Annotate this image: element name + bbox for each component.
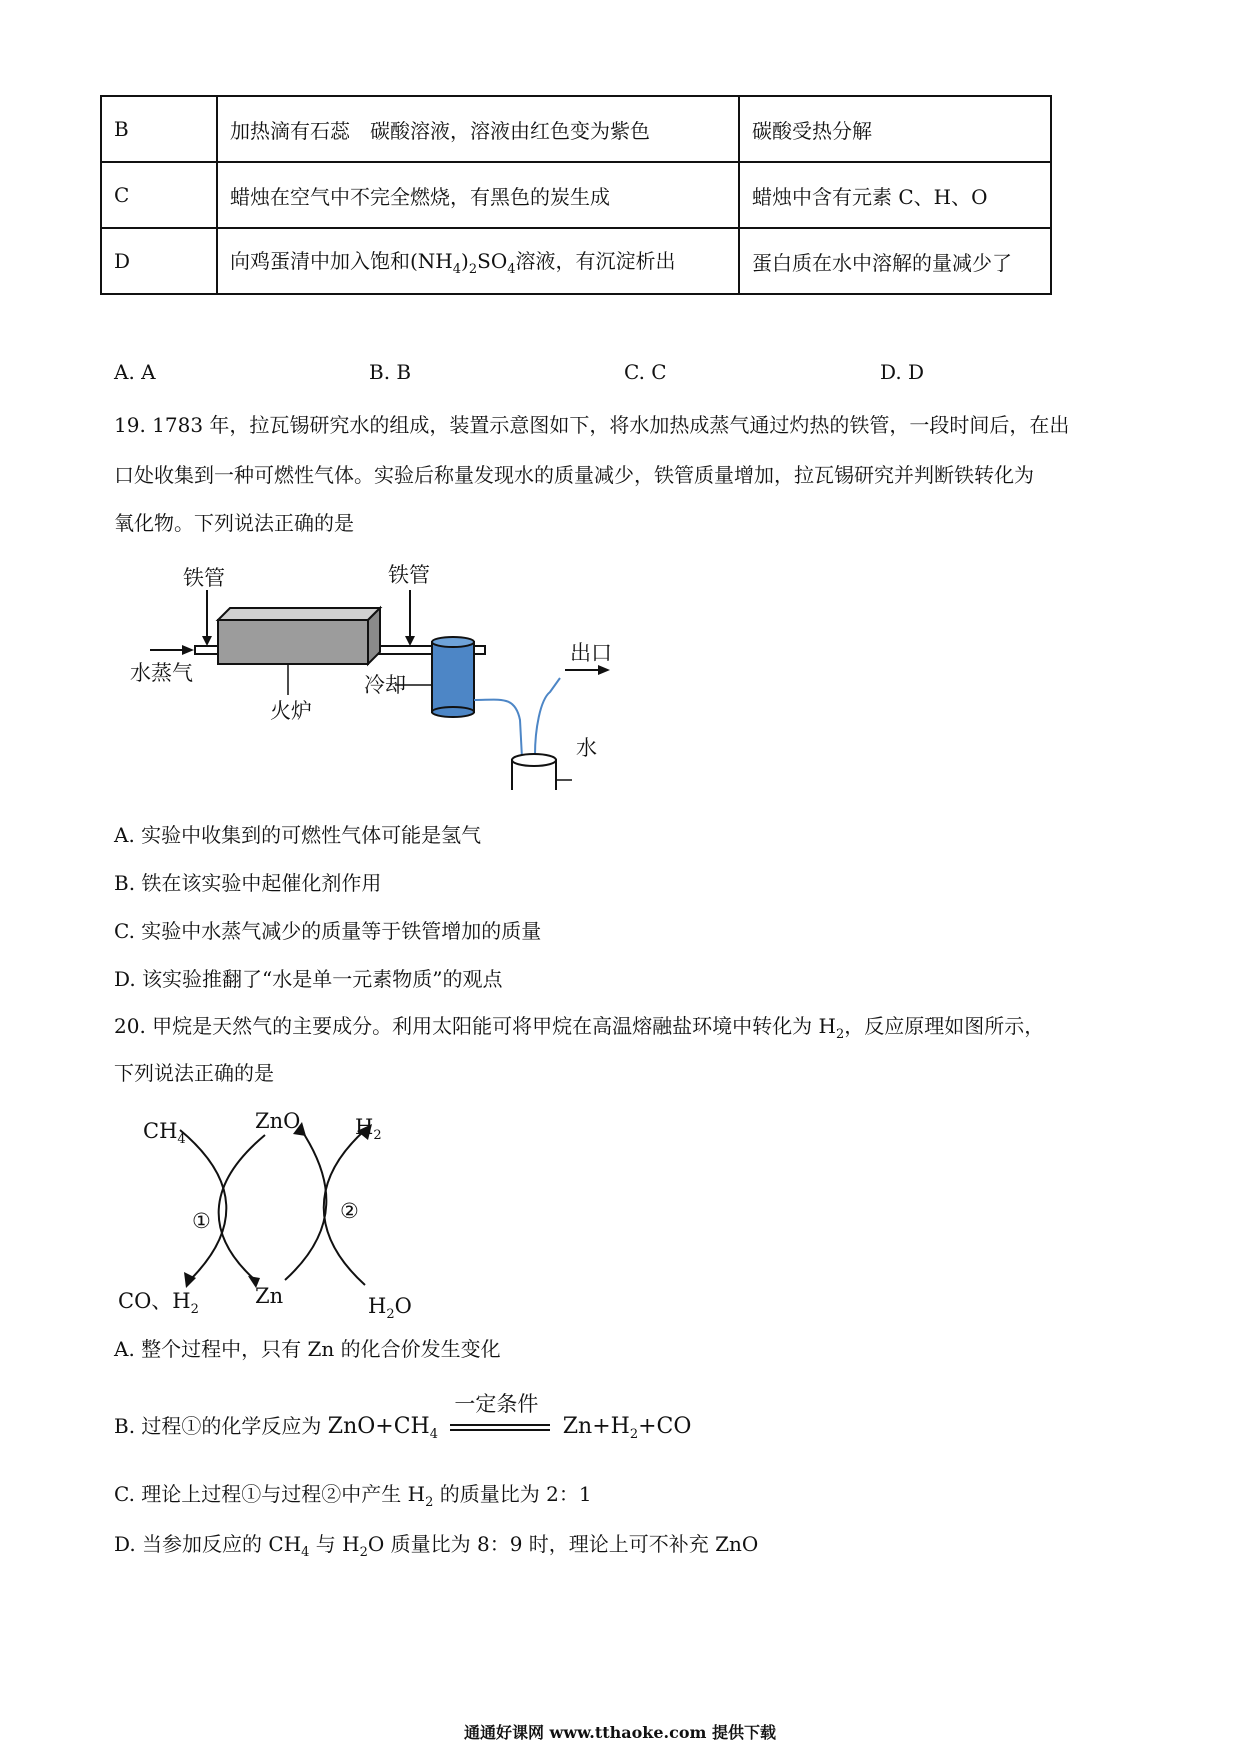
label-furnace: 火炉 <box>270 699 312 723</box>
choice-b: B. B <box>369 360 412 384</box>
q20-option-c: C. 理论上过程①与过程②中产生 $H_2$ 的质量比为 2：1 <box>114 1482 592 1510</box>
label-water: 水 <box>576 736 597 760</box>
q19-option-d: D. 该实验推翻了“水是单一元素物质”的观点 <box>114 967 503 991</box>
label-steam: 水蒸气 <box>130 661 193 685</box>
label-zno: ZnO <box>255 1110 301 1133</box>
reaction-condition-arrow: 一定条件 <box>450 1414 550 1442</box>
q19-stem-line1: 19. 1783 年，拉瓦锡研究水的组成，装置示意图如下，将水加热成蒸气通过灼热的铁管，一段时间后，在出 <box>114 413 1070 437</box>
label-zn: Zn <box>255 1284 284 1308</box>
label-outlet: 出口 <box>570 641 612 665</box>
q19-apparatus-figure <box>120 560 640 790</box>
label-h2o: $H_2O$ <box>368 1294 412 1320</box>
q20-option-b: B. 过程①的化学反应为 $ZnO+CH_4$ 一定条件 $Zn+H_2+CO$ <box>114 1391 692 1442</box>
table-row <box>101 162 1051 228</box>
label-step1: ① <box>192 1209 211 1233</box>
page-footer: 通通好课网 www.tthaoke.com 提供下载 <box>463 1723 777 1742</box>
row-phenomenon: 向鸡蛋清中加入饱和$(NH_4)_2SO_4$溶液，有沉淀析出 <box>217 228 739 294</box>
q19-option-c: C. 实验中水蒸气减少的质量等于铁管增加的质量 <box>114 919 542 943</box>
q19-option-a: A. 实验中收集到的可燃性气体可能是氢气 <box>114 823 482 847</box>
choice-a: A. A <box>114 360 156 384</box>
q20-stem-line2: 下列说法正确的是 <box>114 1061 274 1085</box>
row-conclusion: 蛋白质在水中溶解的量减少了 <box>739 228 1051 294</box>
row-key: C <box>101 162 217 228</box>
label-step2: ② <box>340 1199 359 1223</box>
q19-option-b: B. 铁在该实验中起催化剂作用 <box>114 871 382 895</box>
q20-option-d: D. 当参加反应的 $CH_4$ 与 $H_2O$ 质量比为 8：9 时，理论上可不补充 ZnO <box>114 1532 759 1560</box>
row-key: B <box>101 96 217 162</box>
row-key: D <box>101 228 217 294</box>
label-ch4: $CH_4$ <box>143 1119 186 1147</box>
q20-option-a: A. 整个过程中，只有 Zn 的化合价发生变化 <box>114 1337 501 1361</box>
choice-d: D. D <box>880 360 925 384</box>
q19-stem-line2: 口处收集到一种可燃性气体。实验后称量发现水的质量减少，铁管质量增加，拉瓦锡研究并判断铁转化为 <box>114 463 1034 487</box>
row-conclusion: 蜡烛中含有元素 C、H、O <box>739 162 1051 228</box>
q19-stem-line3: 氧化物。下列说法正确的是 <box>114 511 354 535</box>
table-row <box>101 96 1051 162</box>
label-h2: $H_2$ <box>355 1115 382 1143</box>
q20-stem-line1: 20. 甲烷是天然气的主要成分。利用太阳能可将甲烷在高温熔融盐环境中转化为 $H_2$，反应原理如图所示， <box>114 1014 1045 1042</box>
row-phenomenon: 加热滴有石蕊 碳酸溶液，溶液由红色变为紫色 <box>217 96 739 162</box>
answer-table <box>100 95 1052 295</box>
table-row <box>101 228 1051 294</box>
label-cool: 冷却 <box>364 673 406 697</box>
q20-reaction-figure <box>110 1110 430 1320</box>
choice-c: C. C <box>624 360 667 384</box>
label-tube-left: 铁管 <box>183 566 225 590</box>
row-phenomenon: 蜡烛在空气中不完全燃烧，有黑色的炭生成 <box>217 162 739 228</box>
label-co-h2: CO、$H_2$ <box>118 1289 199 1317</box>
label-tube-right: 铁管 <box>388 563 430 587</box>
row-conclusion: 碳酸受热分解 <box>739 96 1051 162</box>
